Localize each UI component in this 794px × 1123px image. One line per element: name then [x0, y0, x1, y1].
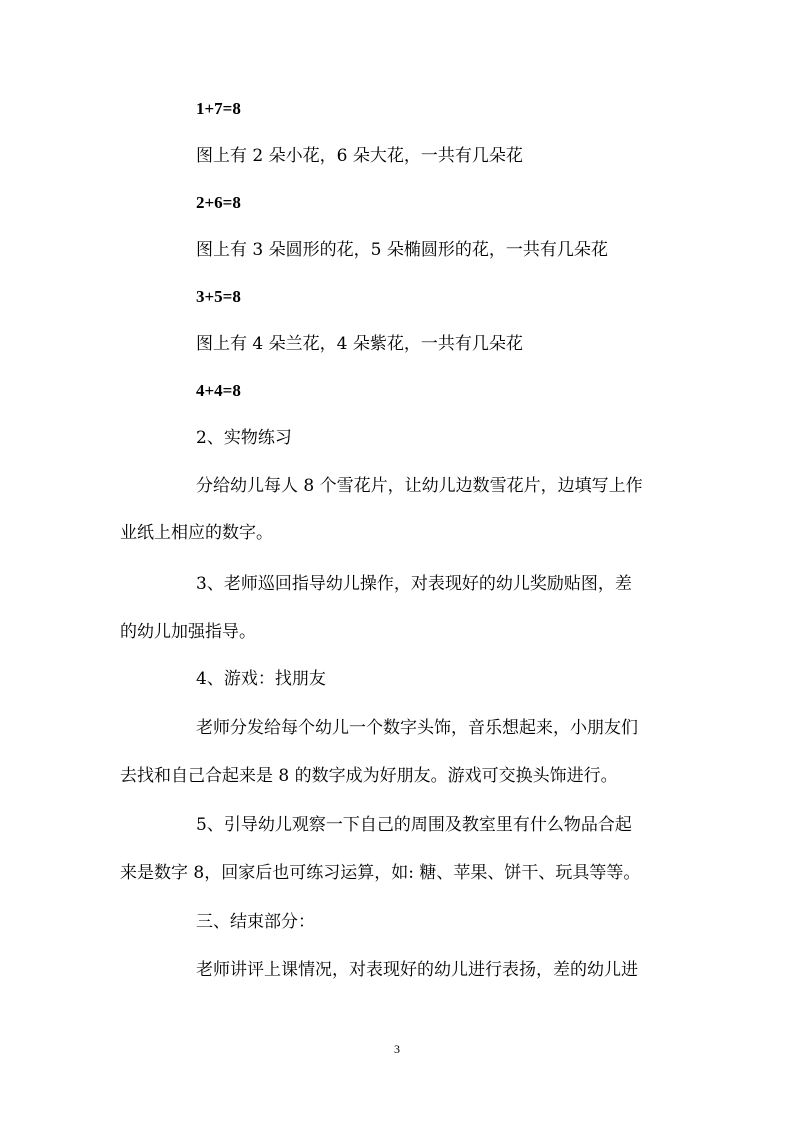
paragraph-line: 的幼儿加强指导。: [120, 622, 256, 642]
paragraph-line: 5、引导幼儿观察一下自己的周围及教室里有什么物品合起: [196, 815, 632, 835]
equation-line: 3+5=8: [196, 287, 241, 306]
text-line: 图上有 2 朵小花，6 朵大花，一共有几朵花: [196, 146, 523, 166]
section-heading: 4、游戏：找朋友: [196, 669, 326, 689]
equation-line: 1+7=8: [196, 99, 241, 118]
paragraph-line: 老师讲评上课情况，对表现好的幼儿进行表扬，差的幼儿进: [196, 960, 638, 980]
paragraph-line: 去找和自己合起来是 8 的数字成为好朋友。游戏可交换头饰进行。: [120, 766, 618, 786]
paragraph-line: 3、老师巡回指导幼儿操作，对表现好的幼儿奖励贴图，差: [196, 574, 632, 594]
equation-line: 2+6=8: [196, 193, 241, 212]
paragraph-line: 业纸上相应的数字。: [120, 523, 273, 543]
text-line: 图上有 3 朵圆形的花，5 朵椭圆形的花，一共有几朵花: [196, 240, 608, 260]
paragraph-line: 分给幼儿每人 8 个雪花片，让幼儿边数雪花片，边填写上作: [196, 476, 643, 496]
section-heading: 2、实物练习: [196, 428, 292, 448]
equation-line: 4+4=8: [196, 381, 241, 400]
paragraph-line: 老师分发给每个幼儿一个数字头饰，音乐想起来，小朋友们: [196, 718, 638, 738]
text-line: 图上有 4 朵兰花，4 朵紫花，一共有几朵花: [196, 334, 523, 354]
paragraph-line: 来是数字 8，回家后也可练习运算，如: 糖、苹果、饼干、玩具等等。: [120, 863, 641, 883]
page-number: 3: [394, 1042, 400, 1056]
section-heading: 三、结束部分：: [196, 912, 315, 932]
